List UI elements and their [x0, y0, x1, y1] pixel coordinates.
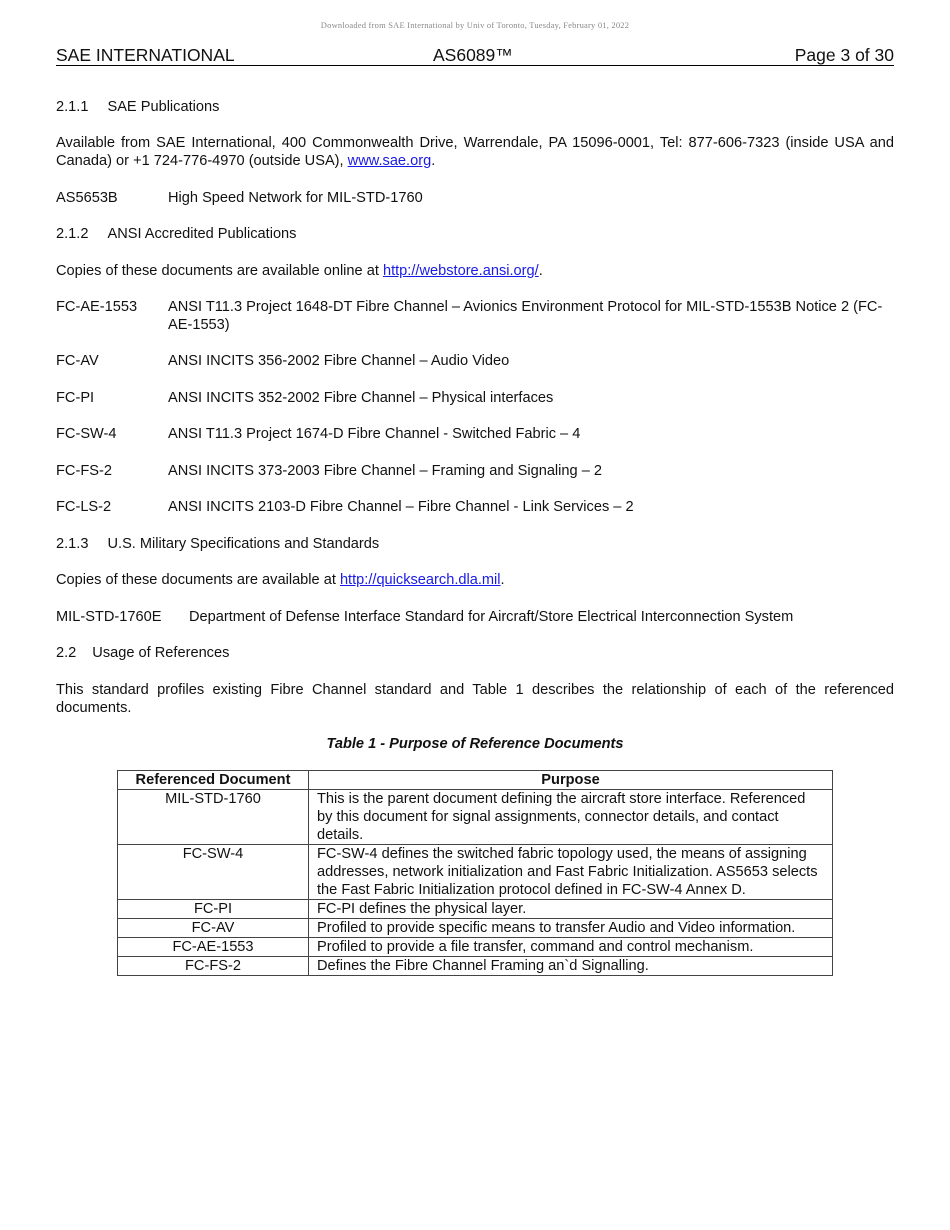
page-header — [56, 45, 894, 66]
reference-title: ANSI T11.3 Project 1674-D Fibre Channel - Switched Fabric – 4 — [168, 426, 581, 442]
paragraph-text: Copies of these documents are available online at — [56, 263, 383, 279]
reference-entry — [56, 498, 894, 516]
paragraph-text: Available from SAE International, 400 Commonwealth Drive, Warrendale, PA 15096-0001, Tel: 877-606-7323 (inside USA and Canada) or +1 724-776-4970 (outside USA), — [56, 135, 894, 169]
usage-paragraph: This standard profiles existing Fibre Channel standard and Table 1 describes the relationship of each of the referenced documents. — [56, 682, 894, 716]
reference-title: ANSI INCITS 356-2002 Fibre Channel – Audio Video — [168, 353, 510, 369]
header-org: SAE INTERNATIONAL — [56, 45, 235, 65]
referenced-document-cell: FC-FS-2 — [118, 957, 309, 976]
section-heading-2-2 — [56, 644, 894, 662]
section-title: SAE Publications — [107, 99, 220, 115]
table-row — [118, 900, 833, 919]
purpose-cell: FC-SW-4 defines the switched fabric topology used, the means of assigning addresses, network initialization and Fast Fabric Initialization. AS5653 selects the Fast Fabric Initialization protocol defined in FC-SW-4 Annex D. — [309, 845, 833, 900]
purpose-cell: This is the parent document defining the aircraft store interface. Referenced by this document for signal assignments, connector details, and contact details. — [309, 790, 833, 845]
table-row — [118, 957, 833, 976]
section-number: 2.1.2 — [56, 226, 89, 242]
section-title: ANSI Accredited Publications — [107, 226, 297, 242]
reference-entry — [56, 352, 894, 370]
reference-code: AS5653B — [56, 190, 118, 206]
ansi-availability-paragraph — [56, 262, 894, 280]
dla-availability-paragraph — [56, 571, 894, 589]
sae-website-link[interactable]: www.sae.org — [347, 153, 432, 169]
table-row — [118, 919, 833, 938]
reference-title: High Speed Network for MIL-STD-1760 — [168, 190, 423, 206]
section-title: Usage of References — [92, 645, 230, 661]
reference-code: FC-LS-2 — [56, 499, 112, 515]
reference-entry — [56, 462, 894, 480]
purpose-cell: Profiled to provide a file transfer, command and control mechanism. — [309, 938, 833, 957]
reference-entry — [56, 608, 894, 626]
reference-entry — [56, 189, 894, 207]
referenced-document-cell: FC-SW-4 — [118, 845, 309, 900]
download-watermark: Downloaded from SAE International by Univ of Toronto, Tuesday, February 01, 2022 — [320, 20, 630, 30]
section-number: 2.1.3 — [56, 536, 89, 552]
purpose-cell: Profiled to provide specific means to transfer Audio and Video information. — [309, 919, 833, 938]
paragraph-text: Copies of these documents are available at — [56, 572, 340, 588]
reference-purpose-table — [117, 770, 833, 976]
reference-code: FC-AV — [56, 353, 99, 369]
paragraph-text: . — [500, 572, 505, 588]
reference-code: FC-SW-4 — [56, 426, 117, 442]
reference-title: ANSI INCITS 2103-D Fibre Channel – Fibre Channel - Link Services – 2 — [168, 499, 634, 515]
reference-title: ANSI T11.3 Project 1648-DT Fibre Channel – Avionics Environment Protocol for MIL-STD-1553B Notice 2 (FC-AE-1553) — [168, 299, 883, 333]
reference-code: MIL-STD-1760E — [56, 609, 162, 625]
table-row — [118, 938, 833, 957]
column-header-referenced-document: Referenced Document — [118, 771, 309, 790]
reference-entry — [56, 298, 894, 334]
referenced-document-cell: FC-AE-1553 — [118, 938, 309, 957]
ansi-webstore-link[interactable]: http://webstore.ansi.org/ — [382, 263, 539, 279]
reference-entry — [56, 389, 894, 407]
dla-quicksearch-link[interactable]: http://quicksearch.dla.mil — [339, 572, 501, 588]
header-page-number: Page 3 of 30 — [794, 45, 894, 65]
section-number: 2.1.1 — [56, 99, 89, 115]
section-number: 2.2 — [56, 645, 77, 661]
section-heading-2-1-1 — [56, 98, 894, 116]
header-doc-id: AS6089™ — [433, 45, 513, 65]
reference-code: FC-AE-1553 — [56, 299, 138, 315]
reference-entry — [56, 425, 894, 443]
reference-title: ANSI INCITS 352-2002 Fibre Channel – Physical interfaces — [168, 390, 554, 406]
purpose-cell: FC-PI defines the physical layer. — [309, 900, 833, 919]
referenced-document-cell: MIL-STD-1760 — [118, 790, 309, 845]
purpose-cell: Defines the Fibre Channel Framing an`d Signalling. — [309, 957, 833, 976]
referenced-document-cell: FC-PI — [118, 900, 309, 919]
reference-code: FC-PI — [56, 390, 95, 406]
table-row — [118, 845, 833, 900]
referenced-document-cell: FC-AV — [118, 919, 309, 938]
sae-availability-paragraph — [56, 134, 894, 170]
paragraph-text: . — [538, 263, 543, 279]
reference-title: Department of Defense Interface Standard for Aircraft/Store Electrical Interconnection System — [189, 609, 794, 625]
column-header-purpose: Purpose — [309, 771, 833, 790]
section-title: U.S. Military Specifications and Standards — [107, 536, 380, 552]
paragraph-text: . — [431, 153, 436, 169]
reference-code: FC-FS-2 — [56, 463, 112, 479]
section-heading-2-1-2 — [56, 225, 894, 243]
table-header-row — [118, 771, 833, 790]
section-heading-2-1-3 — [56, 535, 894, 553]
reference-title: ANSI INCITS 373-2003 Fibre Channel – Framing and Signaling – 2 — [168, 463, 602, 479]
table-caption: Table 1 - Purpose of Reference Documents — [326, 736, 624, 752]
table-row — [118, 790, 833, 845]
